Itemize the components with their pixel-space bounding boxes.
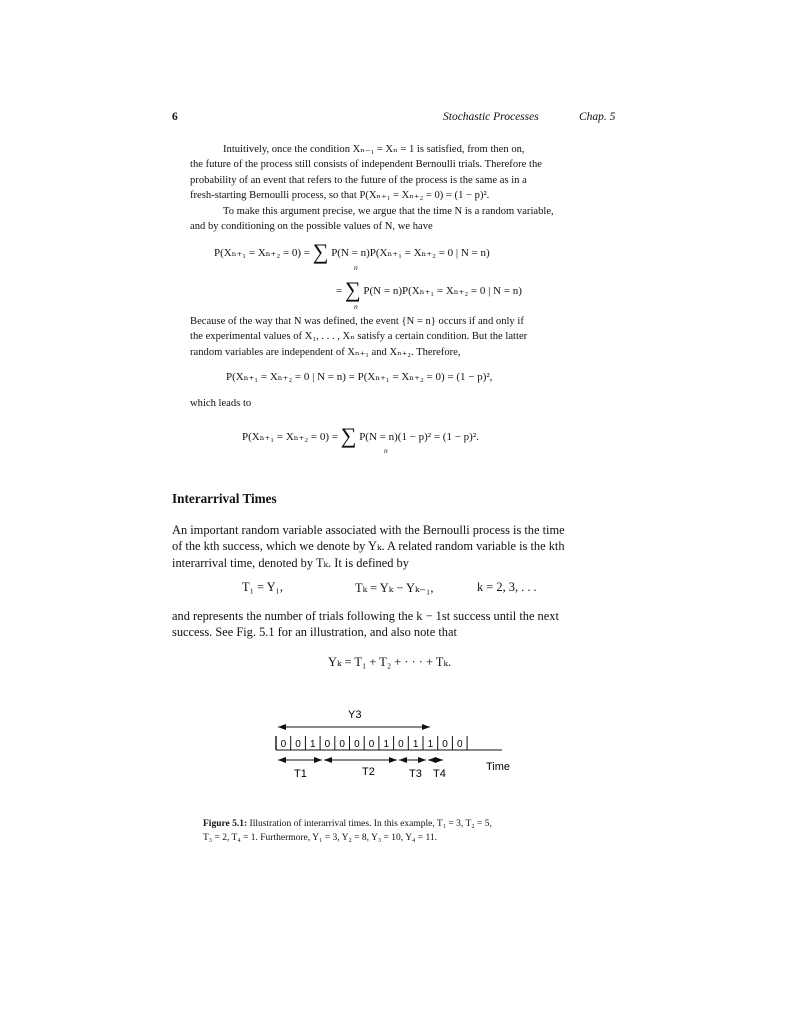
sum-symbol: ∑	[340, 423, 357, 448]
chapter-label: Chap. 5	[579, 111, 616, 123]
sum-index: n	[354, 302, 358, 311]
t1-label: T1	[294, 768, 307, 780]
equation-rhs: P(N = n)(1 − p)² = (1 − p)².	[359, 431, 479, 443]
bit-value: 1	[427, 739, 434, 750]
text-line: To make this argument precise, we argue that the time N is a random variable,	[223, 206, 554, 217]
figure-interarrival	[260, 700, 530, 790]
text-line: interarrival time, denoted by Tₖ. It is defined by	[172, 555, 409, 570]
paragraph-3	[190, 314, 622, 360]
equation-lhs: =	[336, 285, 343, 297]
equation-lhs: P(Xₙ₊₁ = Xₙ₊₂ = 0) =	[214, 247, 310, 259]
bit-value: 1	[383, 739, 390, 750]
paragraph-5	[172, 522, 622, 571]
equation-3	[242, 420, 479, 446]
caption-line-1	[203, 817, 603, 831]
bit-value: 0	[354, 739, 360, 750]
y3-label	[348, 709, 361, 721]
bit-value: 0	[339, 739, 345, 750]
bit-value: 0	[442, 739, 448, 750]
equation-5: Yₖ = T₁ + T₂ + · · · + Tₖ.	[328, 655, 452, 669]
sum-index: n	[354, 263, 358, 272]
bit-value: 0	[280, 739, 287, 750]
equation-1-line-2	[336, 274, 522, 300]
equation-2: P(Xₙ₊₁ = Xₙ₊₂ = 0 | N = n) = P(Xₙ₊₁ = Xₙ₊₂ = 0) = (1 − p)²,	[226, 371, 493, 383]
text-line: probability of an event that refers to the future of the process is the same as in a	[190, 174, 527, 186]
text-line: Intuitively, once the condition Xₙ₋₁ = Xₙ = 1 is satisfied, from then on,	[223, 144, 525, 155]
section-heading: Interarrival Times	[172, 491, 277, 506]
caption-line-2: T₃ = 2, T₄ = 1. Furthermore, Y₁ = 3, Y₂ = 8, Y₃ = 10, Y₄ = 11.	[203, 833, 437, 843]
page-number: 6	[172, 111, 178, 123]
y3-letter: Y3	[348, 709, 362, 721]
paragraph-1	[190, 142, 622, 204]
equation-4-part-2: Tₖ = Yₖ − Yₖ₋₁,	[355, 581, 434, 595]
text-line: the experimental values of X₁, . . . , Xₙ satisfy a certain condition. But the latter	[190, 331, 528, 343]
sum-symbol: ∑	[344, 277, 361, 302]
caption-label: Figure 5.1:	[203, 819, 248, 829]
t2-label: T2	[362, 766, 375, 778]
text-line: and represents the number of trials following the k − 1st success until the next	[172, 609, 559, 623]
bit-value: 1	[309, 739, 316, 750]
text-line: Because of the way that N was defined, the event {N = n} occurs if and only if	[190, 316, 524, 327]
t3-label: T3	[409, 768, 422, 780]
bit-value: 1	[412, 739, 419, 750]
t4-label: T4	[433, 768, 446, 780]
paragraph-2	[190, 204, 622, 235]
equation-rhs: P(N = n)P(Xₙ₊₁ = Xₙ₊₂ = 0 | N = n)	[363, 285, 522, 297]
text-line: of the kth success, which we denote by Yₖ. A related random variable is the kth	[172, 539, 565, 554]
equation-rhs: P(N = n)P(Xₙ₊₁ = Xₙ₊₂ = 0 | N = n)	[331, 247, 490, 259]
sum-index: n	[384, 446, 388, 455]
equation-4-part-1: T₁ = Y₁,	[242, 580, 283, 594]
bit-sequence	[281, 736, 468, 750]
bit-value: 0	[295, 739, 301, 750]
bit-value: 0	[398, 739, 404, 750]
paragraph-6	[172, 608, 622, 641]
equation-1-line-1	[214, 236, 490, 262]
bit-value: 0	[368, 739, 375, 750]
time-label: Time	[486, 761, 511, 773]
text-line: fresh-starting Bernoulli process, so that P(Xₙ₊₁ = Xₙ₊₂ = 0) = (1 − p)².	[190, 190, 490, 202]
paragraph-4: which leads to	[190, 398, 252, 409]
text-line: success. See Fig. 5.1 for an illustration, and also note that	[172, 625, 457, 640]
equation-lhs: P(Xₙ₊₁ = Xₙ₊₂ = 0) =	[242, 431, 338, 443]
equation-4-part-3: k = 2, 3, . . .	[477, 580, 537, 594]
text-line: An important random variable associated with the Bernoulli process is the time	[172, 523, 565, 537]
sum-symbol: ∑	[312, 239, 329, 264]
text-line: the future of the process still consists of independent Bernoulli trials. Therefore the	[190, 159, 542, 171]
text-line: and by conditioning on the possible values of N, we have	[190, 221, 433, 233]
running-title: Stochastic Processes	[443, 111, 539, 123]
bit-value: 0	[324, 739, 331, 750]
caption-text: Illustration of interarrival times. In this example, T₁ = 3, T₂ = 5,	[249, 819, 492, 829]
bit-value: 0	[456, 739, 463, 750]
figure-caption	[203, 817, 603, 845]
text-line: random variables are independent of Xₙ₊₁ and Xₙ₊₂. Therefore,	[190, 346, 461, 358]
